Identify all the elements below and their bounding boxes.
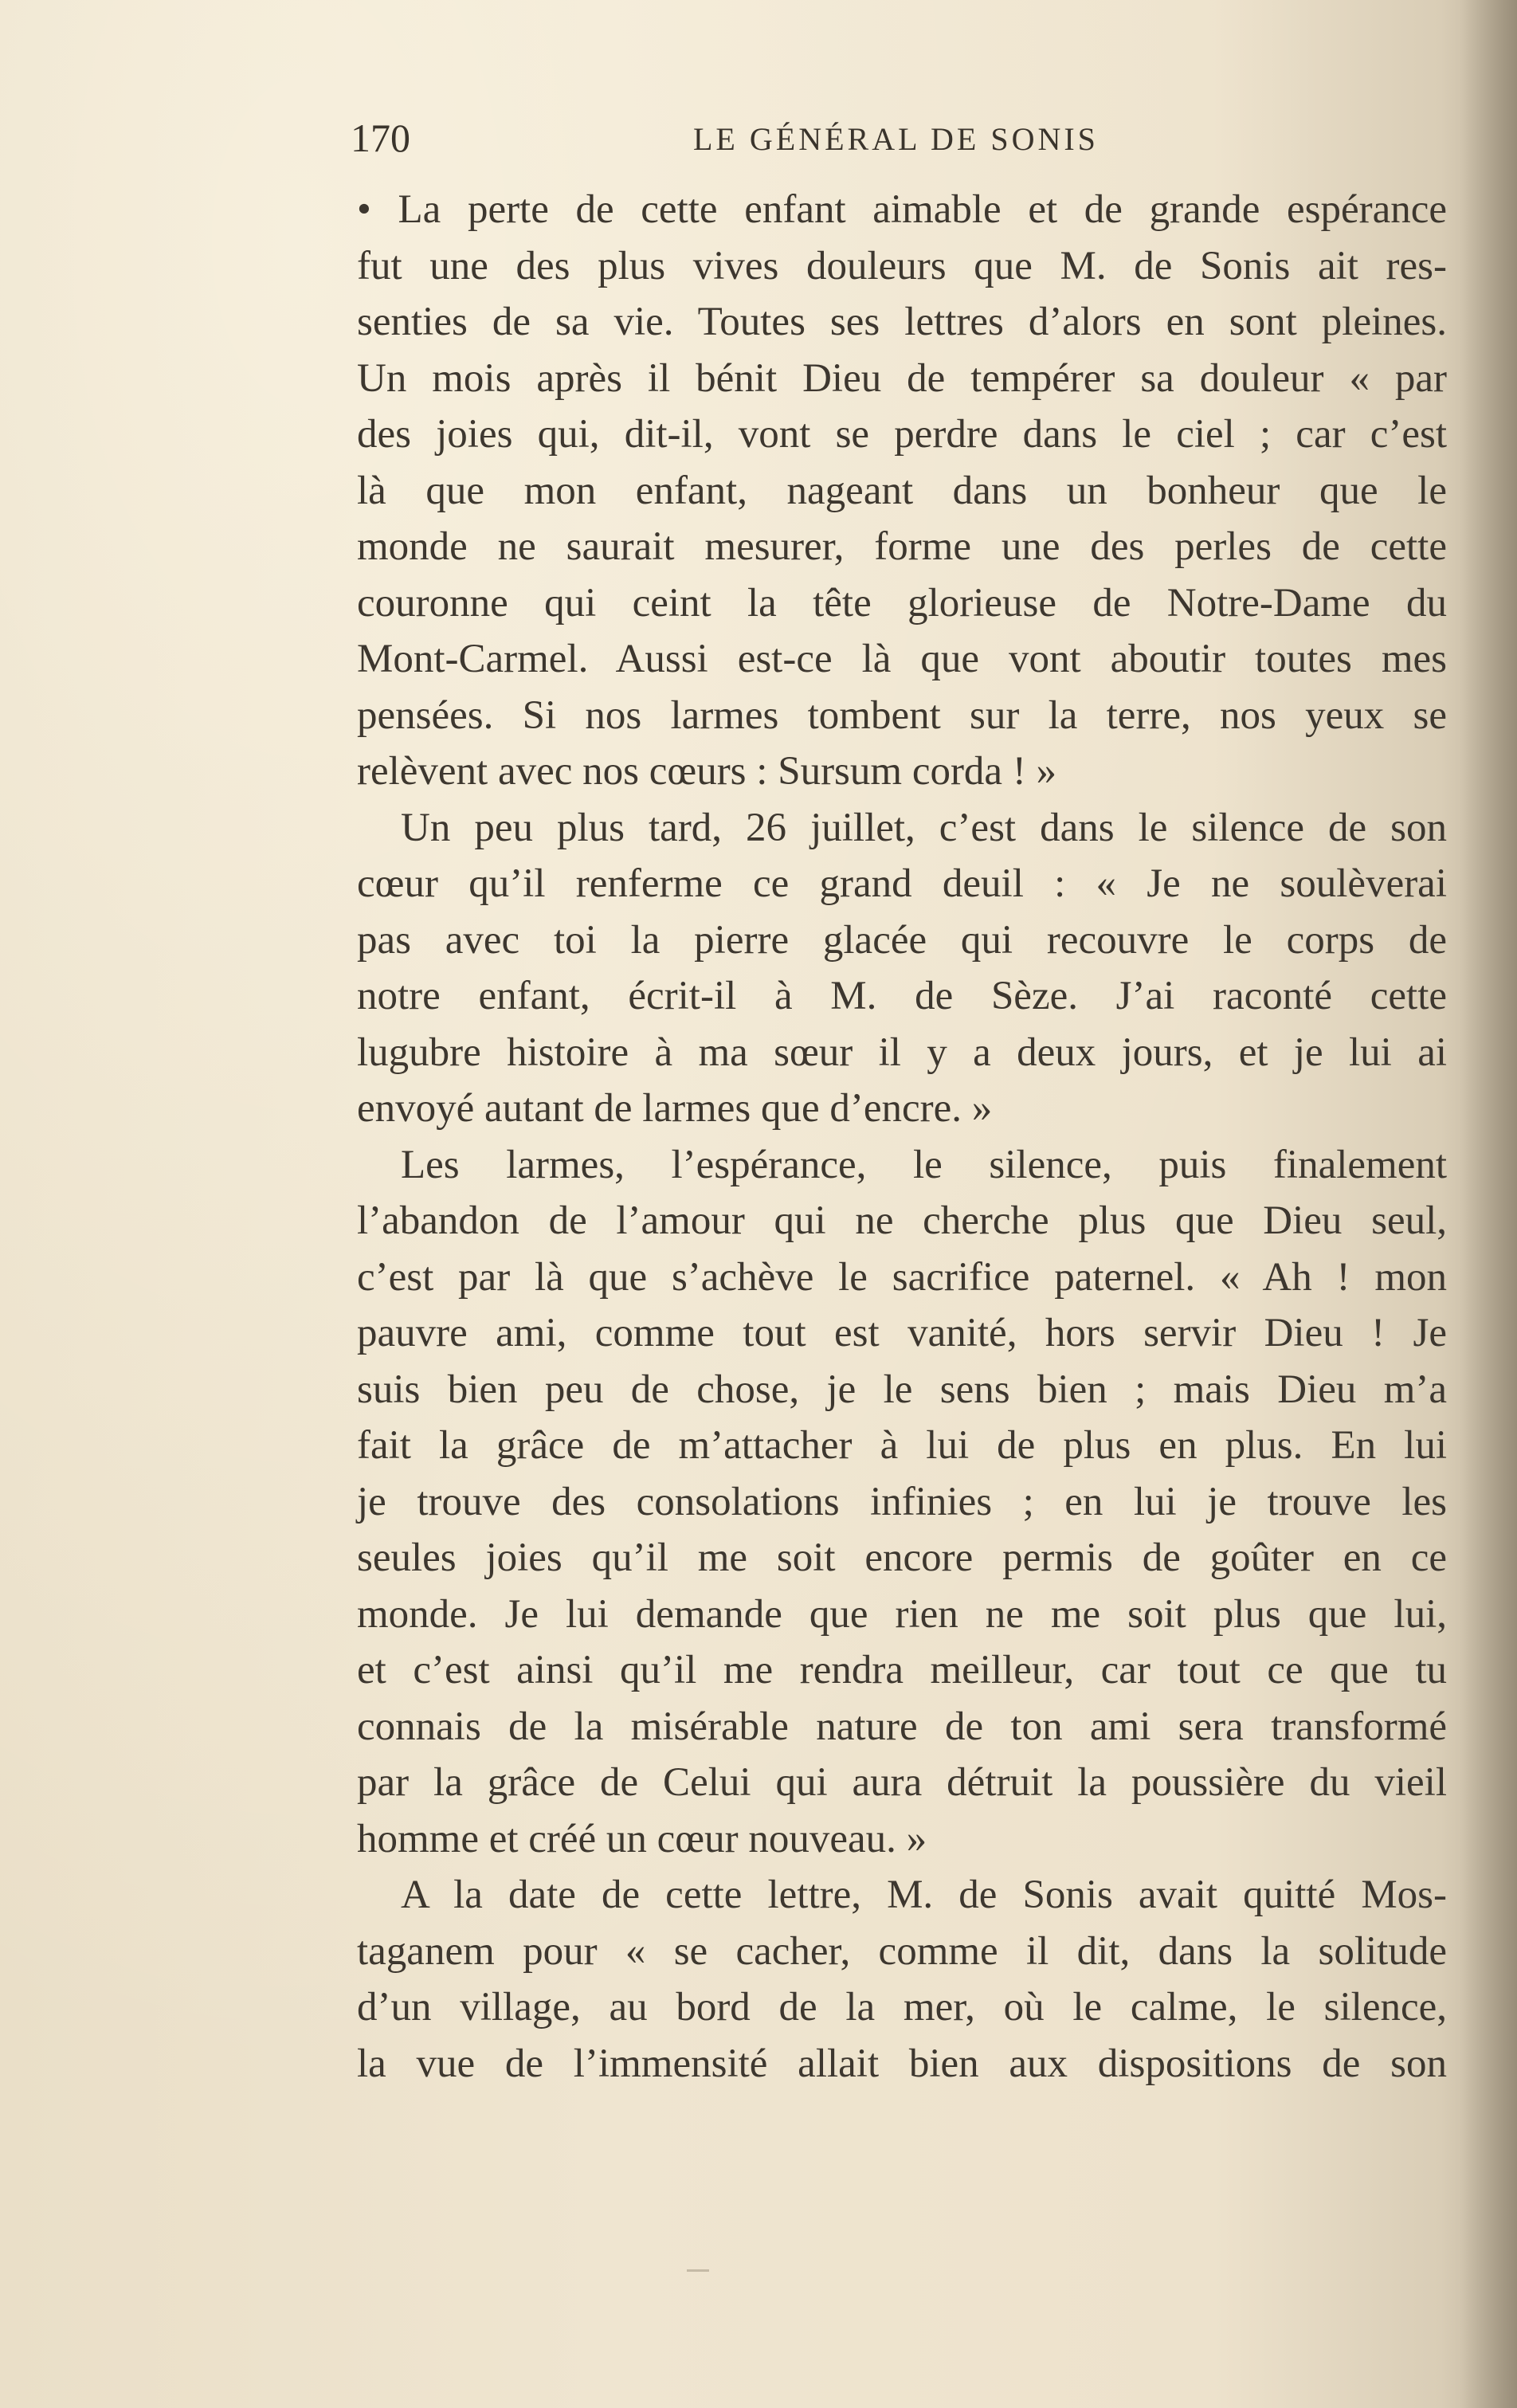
- text-line: des joies qui, dit-il, vont se perdre dans le ciel ; car c’est: [357, 412, 1447, 457]
- page-number: 170: [351, 116, 410, 160]
- text-line: je trouve des consolations infinies ; en lui je trouve les: [357, 1479, 1447, 1524]
- page-edge-shadow: [1461, 0, 1517, 2408]
- text-line: Mont-Carmel. Aussi est-ce là que vont aboutir toutes mes: [357, 637, 1447, 681]
- text-line: envoyé autant de larmes que d’encre. »: [357, 1086, 993, 1131]
- text-line: monde. Je lui demande que rien ne me soit plus que lui,: [357, 1591, 1447, 1637]
- text-line: seules joies qu’il me soit encore permis de goûter en ce: [357, 1535, 1447, 1580]
- text-line: la vue de l’immensité allait bien aux dispositions de son: [357, 2041, 1447, 2086]
- text-line: cœur qu’il renferme ce grand deuil : « Je ne soulèverai: [357, 861, 1447, 906]
- text-line: Les larmes, l’espérance, le silence, puis finalement: [401, 1142, 1447, 1187]
- text-line: lugubre histoire à ma sœur il y a deux jours, et je lui ai: [357, 1029, 1447, 1075]
- body-text: [357, 182, 1447, 2092]
- text-line: • La perte de cette enfant aimable et de grande espérance: [357, 187, 1447, 232]
- text-line: pensées. Si nos larmes tombent sur la terre, nos yeux se: [357, 692, 1447, 738]
- text-line: relèvent avec nos cœurs : Sursum corda ! »: [357, 749, 1057, 794]
- text-line: couronne qui ceint la tête glorieuse de Notre-Dame du: [357, 580, 1447, 626]
- text-line: et c’est ainsi qu’il me rendra meilleur, car tout ce que tu: [357, 1648, 1447, 1692]
- text-line: monde ne saurait mesurer, forme une des perles de cette: [357, 524, 1447, 569]
- text-line: fut une des plus vives douleurs que M. de Sonis ait res-: [357, 243, 1447, 288]
- text-line: notre enfant, écrit-il à M. de Sèze. J’ai raconté cette: [357, 974, 1447, 1018]
- text-line: Un peu plus tard, 26 juillet, c’est dans le silence de son: [401, 805, 1447, 850]
- text-line: pas avec toi la pierre glacée qui recouvre le corps de: [357, 917, 1447, 963]
- text-line: fait la grâce de m’attacher à lui de plus en plus. En lui: [357, 1423, 1447, 1468]
- text-line: d’un village, au bord de la mer, où le calme, le silence,: [357, 1985, 1447, 2030]
- running-title: LE GÉNÉRAL DE SONIS: [693, 121, 1099, 157]
- text-line: suis bien peu de chose, je le sens bien ; mais Dieu m’a: [357, 1367, 1447, 1412]
- text-line: A la date de cette lettre, M. de Sonis avait quitté Mos-: [401, 1873, 1447, 1917]
- text-line: connais de la misérable nature de ton ami sera transformé: [357, 1704, 1447, 1749]
- text-line: l’abandon de l’amour qui ne cherche plus que Dieu seul,: [357, 1198, 1447, 1243]
- text-line: là que mon enfant, nageant dans un bonheur que le: [357, 468, 1447, 513]
- text-line: pauvre ami, comme tout est vanité, hors servir Dieu ! Je: [357, 1311, 1447, 1355]
- text-line: c’est par là que s’achève le sacrifice paternel. « Ah ! mon: [357, 1254, 1447, 1300]
- text-line: Un mois après il bénit Dieu de tempérer sa douleur « par: [357, 355, 1447, 401]
- text-line: taganem pour « se cacher, comme il dit, dans la solitude: [357, 1928, 1447, 1974]
- page-header: [351, 118, 1466, 166]
- text-line: senties de sa vie. Toutes ses lettres d’alors en sont pleines.: [357, 300, 1447, 344]
- text-line: par la grâce de Celui qui aura détruit la poussière du vieil: [357, 1760, 1447, 1805]
- text-line: homme et créé un cœur nouveau. »: [357, 1816, 927, 1861]
- print-mark: [687, 2269, 709, 2272]
